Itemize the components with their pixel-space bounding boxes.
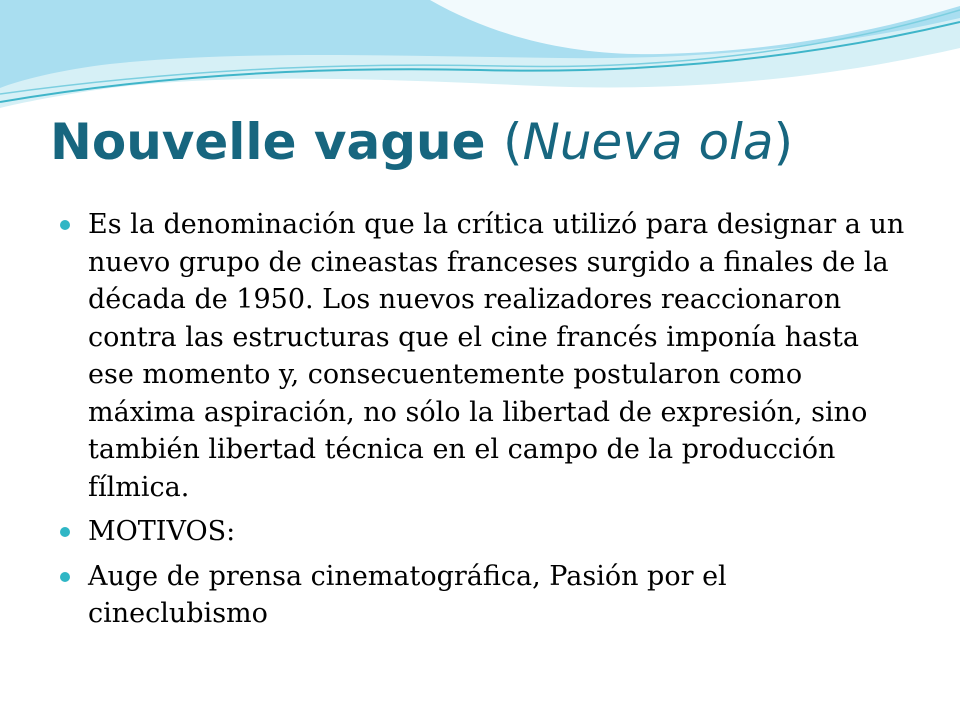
bullet-item: [60, 206, 910, 506]
title-italic: Nueva ola: [522, 113, 774, 171]
title-main: Nouvelle vague: [50, 113, 486, 171]
bullet-list: [60, 206, 910, 640]
bullet-dot-icon: [60, 220, 70, 230]
title-close-paren: ): [773, 113, 794, 171]
bullet-dot-icon: [60, 572, 70, 582]
title-open-paren: (: [502, 113, 523, 171]
bullet-dot-icon: [60, 527, 70, 537]
bullet-item: [60, 558, 910, 633]
bullet-text: Auge de prensa cinematográfica, Pasión por el cineclubismo: [88, 560, 727, 629]
bullet-text: MOTIVOS:: [88, 516, 236, 547]
bullet-text: Es la denominación que la crítica utilizó para designar a un nuevo grupo de cineastas franceses surgido a finales de la década de 1950. Los nuevos realizadores reaccionaron contra las estructuras que el cine francés imponía hasta ese momento y, consecuentemente postularon como máxima aspiración, no sólo la libertad de expresión, sino también libertad técnica en el campo de la producción fílmica.: [88, 209, 905, 503]
slide-title: [50, 112, 793, 172]
header-wave-decoration: [0, 0, 960, 120]
bullet-item: [60, 513, 910, 551]
